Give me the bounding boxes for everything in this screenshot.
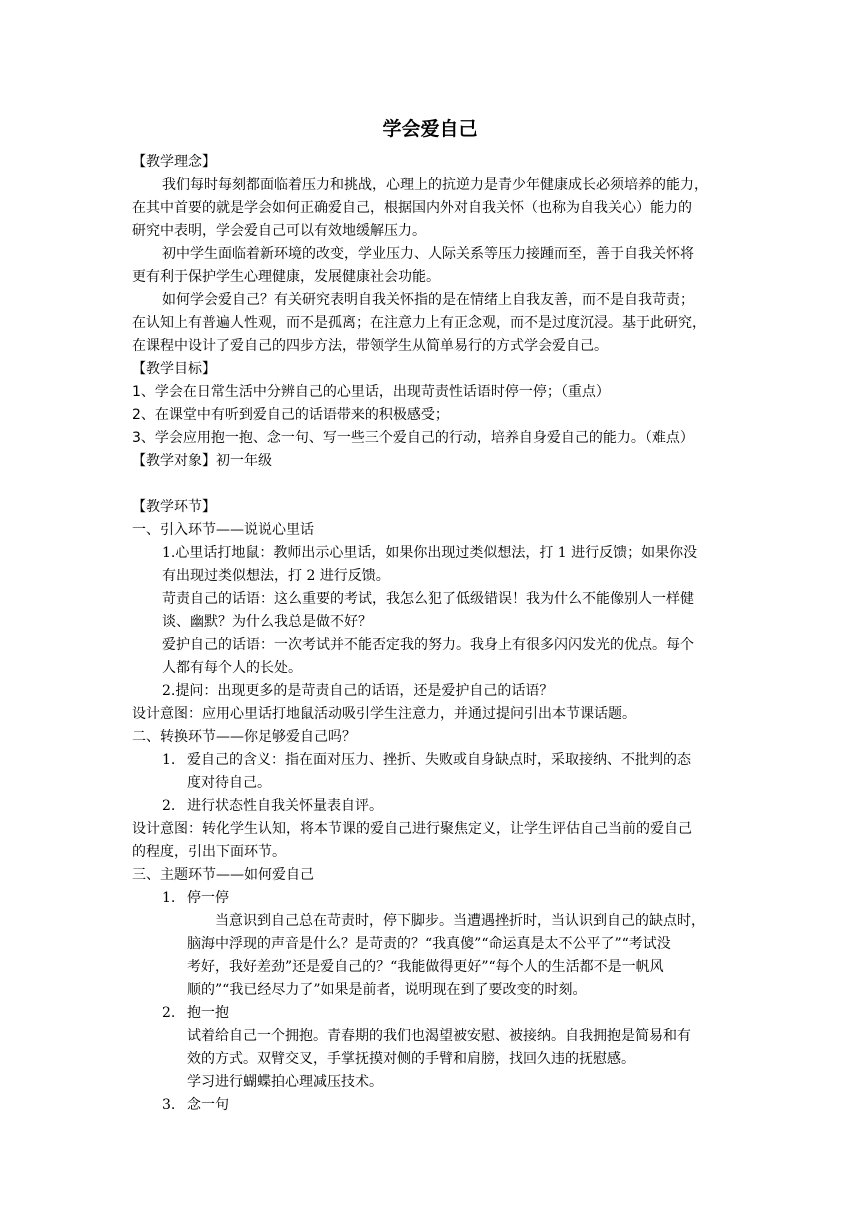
- body-line: 人都有每个人的长处。: [162, 660, 302, 676]
- body-line: 顺的”“我已经尽力了”如果是前者，说明现在到了要改变的时刻。: [187, 982, 587, 998]
- paragraph-line: 研究中表明，学会爱自己可以有效地缓解压力。: [132, 223, 426, 239]
- goal-item: 2、在课堂中有听到爱自己的话语带来的积极感受；: [132, 407, 449, 423]
- part-heading-transition: 二、转换环节——你足够爱自己吗？: [132, 729, 356, 745]
- list-number: 2.: [162, 798, 176, 814]
- paragraph-line: 在其中首要的就是学会如何正确爱自己，根据国内外对自我关怀（也称为自我关心）能力的: [132, 200, 692, 216]
- paragraph-line: 如何学会爱自己？有关研究表明自我关怀指的是在情绪上自我友善，而不是自我苛责；: [162, 292, 694, 308]
- design-intent: 的程度，引出下面环节。: [132, 844, 286, 860]
- body-line: 爱护自己的话语：一次考试并不能否定我的努力。我身上有很多闪闪发光的优点。每个: [162, 637, 694, 653]
- body-line: 度对待自己。: [187, 775, 271, 791]
- section-heading-teaching-philosophy: 【教学理念】: [132, 154, 216, 170]
- list-number: 3.: [162, 1097, 176, 1113]
- paragraph-line: 在课程中设计了爱自己的四步方法，带领学生从简单易行的方式学会爱自己。: [132, 338, 608, 354]
- document-title: 学会爱自己: [382, 118, 478, 140]
- step-title: 停一停: [187, 890, 229, 906]
- part-heading-theme: 三、主题环节——如何爱自己: [132, 867, 314, 883]
- body-line: 考好，我好差劲”还是爱自己的？“我能做得更好”“每个人的生活都不是一帆风: [187, 959, 664, 975]
- body-line: 苛责自己的话语：这么重要的考试，我怎么犯了低级错误！我为什么不能像别人一样健: [162, 591, 694, 607]
- body-line: 脑海中浮现的声音是什么？是苛责的？“我真傻”“命运真是太不公平了”“考试没: [187, 936, 671, 952]
- body-line: 谈、幽默？为什么我总是做不好？: [162, 614, 372, 630]
- section-heading-teaching-target: 【教学对象】初一年级: [132, 453, 272, 469]
- paragraph-line: 我们每时每刻都面临着压力和挑战，心理上的抗逆力是青少年健康成长必须培养的能力，: [162, 177, 708, 193]
- list-number: 2.: [162, 1005, 176, 1021]
- section-heading-teaching-goals: 【教学目标】: [132, 361, 216, 377]
- body-line: 爱自己的含义：指在面对压力、挫折、失败或自身缺点时，采取接纳、不批判的态: [187, 752, 691, 768]
- list-number: 1.: [162, 890, 176, 906]
- paragraph-line: 更有利于保护学生心理健康，发展健康社会功能。: [132, 269, 440, 285]
- step-title: 抱一抱: [187, 1005, 229, 1021]
- list-number: 1.: [162, 752, 176, 768]
- body-line: 有出现过类似想法，打 2 进行反馈。: [162, 568, 390, 584]
- section-heading-teaching-steps: 【教学环节】: [132, 499, 216, 515]
- body-line: 试着给自己一个拥抱。青春期的我们也渴望被安慰、被接纳。自我拥抱是简易和有: [187, 1028, 691, 1044]
- step-title: 念一句: [187, 1097, 229, 1113]
- body-line: 效的方式。双臂交叉，手掌抚摸对侧的手臂和肩膀，找回久违的抚慰感。: [187, 1051, 635, 1067]
- goal-item: 3、学会应用抱一抱、念一句、写一些三个爱自己的行动，培养自身爱自己的能力。（难点）: [132, 430, 694, 446]
- goal-item: 1、学会在日常生活中分辨自己的心里话，出现苛责性话语时停一停；（重点）: [132, 384, 610, 400]
- paragraph-line: 在认知上有普遍人性观，而不是孤离；在注意力上有正念观，而不是过度沉浸。基于此研究，: [132, 315, 706, 331]
- part-heading-intro: 一、引入环节——说说心里话: [132, 522, 314, 538]
- body-line: 学习进行蝴蝶拍心理减压技术。: [187, 1074, 383, 1090]
- design-intent: 设计意图：应用心里话打地鼠活动吸引学生注意力，并通过提问引出本节课话题。: [132, 706, 636, 722]
- body-line: 当意识到自己总在苛责时，停下脚步。当遭遇挫折时，当认识到自己的缺点时，: [215, 913, 705, 929]
- body-line: 进行状态性自我关怀量表自评。: [187, 798, 383, 814]
- design-intent: 设计意图：转化学生认知，将本节课的爱自己进行聚焦定义，让学生评估自己当前的爱自己: [132, 821, 692, 837]
- body-line: 2.提问：出现更多的是苛责自己的话语，还是爱护自己的话语？: [162, 683, 554, 699]
- paragraph-line: 初中学生面临着新环境的改变，学业压力、人际关系等压力接踵而至，善于自我关怀将: [162, 246, 694, 262]
- body-line: 1.心里话打地鼠：教师出示心里话，如果你出现过类似想法，打 1 进行反馈；如果你没: [162, 545, 698, 561]
